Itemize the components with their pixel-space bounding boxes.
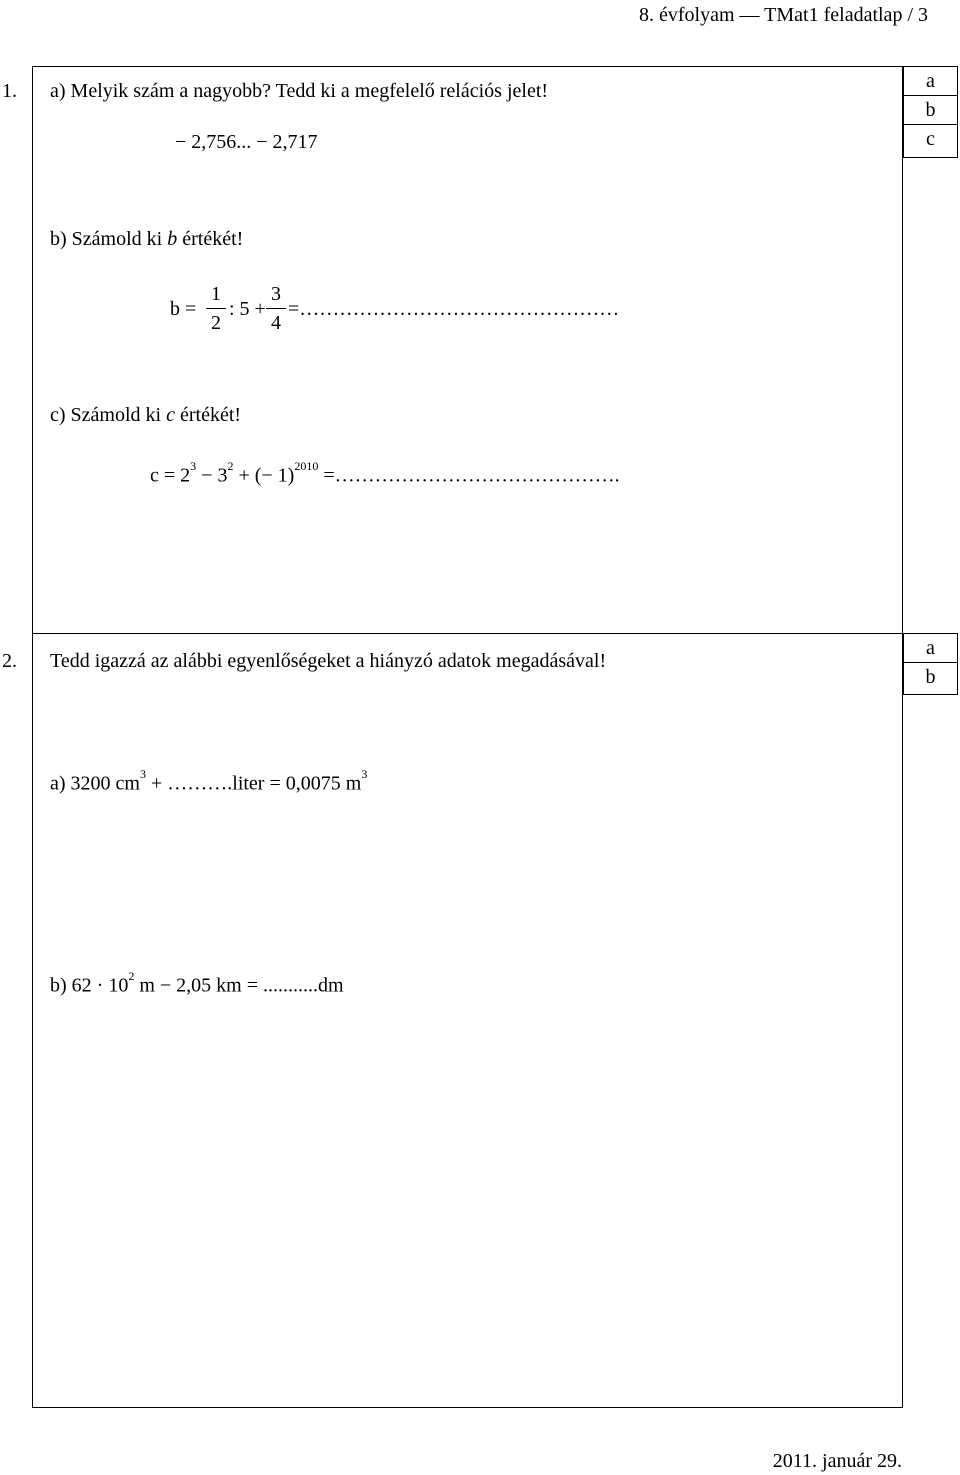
relation-blank: ... xyxy=(236,131,252,153)
a-left-number: − 2,756 xyxy=(175,131,237,153)
c-expression: $c = 2^3 - 3^2$ + (− 1)$^{2010}$ =……………………………………. xyxy=(150,459,620,487)
b-fraction-1: 1 2 xyxy=(206,282,226,335)
task2-prompt: Tedd igazzá az alábbi egyenlőségeket a hiányzó adatok megadásával! xyxy=(50,650,607,672)
footer-date: 2011. január 29. xyxy=(772,1450,902,1472)
task1-frame xyxy=(32,66,903,634)
page-header: 8. évfolyam — TMat1 feladatlap / 3 xyxy=(639,4,928,26)
task2-b-equation: b) $62 \cdot 10^2$ m − 2,05 km = ...........dm xyxy=(50,969,344,997)
task1-a-expression xyxy=(175,131,318,154)
task2-score-box xyxy=(903,633,958,695)
task1-score-box xyxy=(903,66,958,158)
score-a: a xyxy=(904,67,957,96)
b-middle: : 5 + xyxy=(229,298,266,320)
score-c: c xyxy=(926,128,935,150)
a-right-number: − 2,717 xyxy=(256,131,318,153)
b-fraction-2: 3 4 xyxy=(266,282,286,335)
score-b: b xyxy=(925,666,936,688)
task1-number: 1. xyxy=(2,80,17,102)
score-b: b xyxy=(904,96,957,125)
b-answer-blank: =………………………………………… xyxy=(288,298,620,320)
task2-a-equation: a) 3200 $cm^3$ + ……….liter = 0,0075 $m^3$ xyxy=(50,767,368,795)
score-a: a xyxy=(904,634,957,663)
task1-a-prompt: a) Melyik szám a nagyobb? Tedd ki a megfelelő relációs jelet! xyxy=(50,80,549,102)
c-answer-blank: =……………………………………. xyxy=(323,464,620,487)
task2-number: 2. xyxy=(2,650,17,672)
task2-frame xyxy=(32,633,903,1408)
task1-c-prompt: c) Számold ki c értékét! xyxy=(50,404,242,426)
b-lhs: b = xyxy=(170,298,197,320)
task1-b-prompt: b) Számold ki b értékét! xyxy=(50,228,244,250)
